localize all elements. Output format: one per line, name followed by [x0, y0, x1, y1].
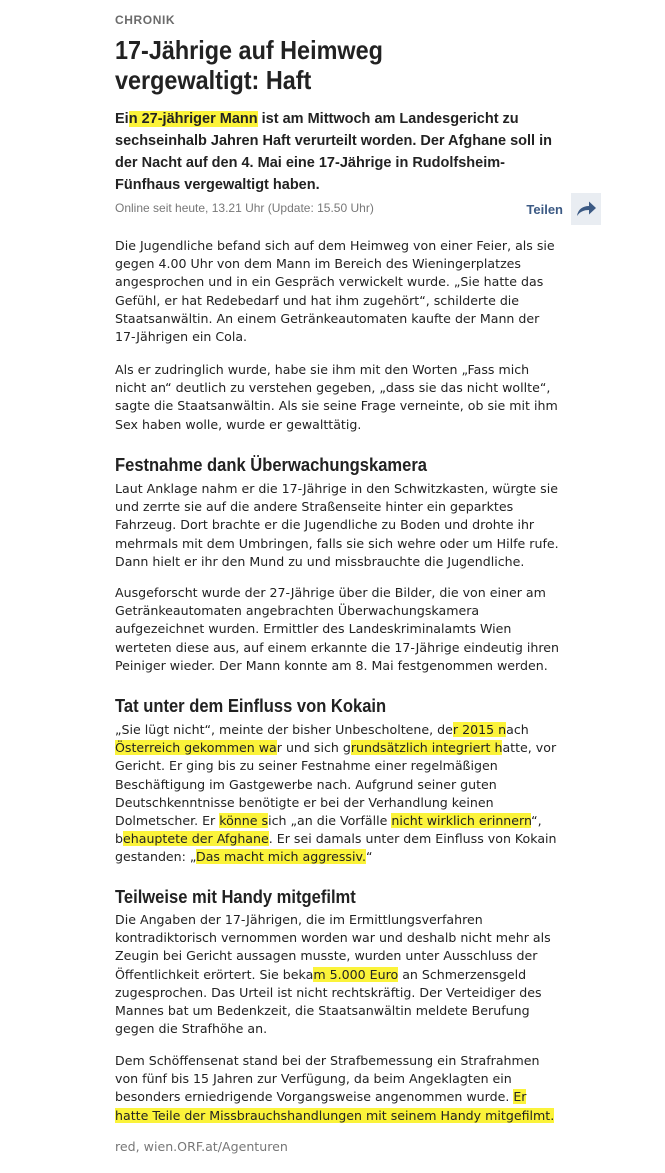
highlight-mark: r 2015 n [452, 722, 507, 737]
paragraph-2: Als er zudringlich wurde, habe sie ihm mit den Worten „Fass mich nicht an“ deutlich zu verstehen gegeben, „dass sie das nicht wollte“, sagte die Staatsanwältin. Als sie seine Frage verneinte, ob sie mit ihm Sex haben wolle, wurde er gewalttätig. [115, 362, 558, 432]
category-label[interactable]: CHRONIK [115, 13, 176, 27]
highlight-mark: n 27-jähriger Mann [128, 111, 258, 127]
paragraph-1: Die Jugendliche befand sich auf dem Heimweg von einer Feier, als sie gegen 4.00 Uhr von dem Mann im Bereich des Wieningerplatzes angesprochen und in ein Gespräch verwickelt wurde. „Sie hatte das Gefühl, er hat Redebedarf und hat ihm zugehört“, schilderte die Staatsanwältin. An einem Getränkeautomaten kaufte der Mann der 17-Jährigen ein Cola. [115, 238, 555, 345]
headline: 17-Jährige auf Heimweg vergewaltigt: Haft [115, 35, 383, 95]
share-arrow-icon[interactable] [571, 193, 601, 225]
subheading-handy: Teilweise mit Handy mitgefilmt [115, 887, 356, 907]
paragraph-5 [115, 721, 560, 867]
subheading-kokain: Tat unter dem Einfluss von Kokain [115, 696, 387, 716]
text-run: r und sich g [276, 740, 351, 756]
lead-text-a: Ei [115, 111, 129, 127]
paragraph-6 [115, 911, 560, 1038]
highlight-mark: rundsätzlich integriert h [350, 740, 503, 756]
text-run: . Er sei damals unter dem Einfluss von Kokain gestanden: „ [115, 831, 557, 865]
paragraph-3: Laut Anklage nahm er die 17-Jährige in den Schwitzkasten, würgte sie und zerrte sie auf die andere Straßenseite hinter ein geparktes Fahrzeug. Dort brachte er die Jugendliche zu Boden und drohte ihr mehrmals mit dem Umbringen, falls sie sich wehre oder um Hilfe rufe. Dann hielt er ihr den Mund zu und missbrauchte die Jugendliche. [115, 481, 559, 569]
text-run: “ [365, 849, 373, 865]
text-run: “, b [115, 813, 542, 847]
share-button[interactable] [526, 193, 601, 225]
highlight-mark: könne s [219, 813, 269, 829]
text-run: ach [506, 722, 529, 737]
share-label[interactable]: Teilen [526, 201, 563, 217]
highlight-mark: Österreich gekommen wa [115, 740, 277, 756]
highlight-mark: Er hatte Teile der Missbrauchshandlungen mit seinem Handy mitgefilmt. [115, 1089, 555, 1123]
paragraph-4: Ausgeforscht wurde der 27-Jährige über die Bilder, die von einer am Getränkeautomaten angebrachten Überwachungskamera aufgezeichnet wurden. Ermittler des Landeskriminalamts Wien werteten diese aus, auf einem erkannte die 17-Jährige eindeutig ihren Peiniger wieder. Der Mann konnte am 8. Mai festgenommen werden. [115, 585, 560, 673]
text-run: an Schmerzensgeld zugesprochen. Das Urteil ist nicht rechtskräftig. Der Verteidiger des Mannes bat um Bedenkzeit, die Staatsanwältin meldete Berufung gegen die Strafhöhe an. [115, 966, 542, 1037]
source-line: red, wien.ORF.at/Agenturen [115, 1139, 288, 1154]
highlight-mark: m 5.000 Euro [313, 966, 399, 982]
meta-row [115, 193, 601, 225]
highlight-mark: ehauptete der Afghane [123, 831, 269, 847]
text-run: Die Angaben der 17-Jährigen, die im Ermittlungsverfahren kontradiktorisch vernommen worden war und deshalb nicht mehr als Zeugin bei Gericht aussagen musste, wurden unter Ausschluss der Öffentlichkeit erörtert. Sie beka [115, 912, 551, 982]
online-since: Online seit heute, 13.21 Uhr (Update: 15.50 Uhr) [115, 201, 374, 215]
highlight-mark: nicht wirklich erinnern [391, 813, 532, 829]
text-run: Dem Schöffensenat stand bei der Strafbemessung ein Strafrahmen von fünf bis 15 Jahren zur Verfügung, da beim Angeklagten ein besonders erniedrigende Vorgangsweise angenommen wurde. [115, 1053, 540, 1105]
subheading-festnahme: Festnahme dank Überwachungskamera [115, 455, 427, 475]
text-run: „Sie lügt nicht“, meinte der bisher Unbescholtene, de [115, 722, 453, 737]
text-run: ich „an die Vorfälle [268, 813, 392, 829]
paragraph-7 [115, 1052, 560, 1125]
text-run: atte, vor Gericht. Er ging bis zu seiner Festnahme einer regelmäßigen Beschäftigung im Gastgewerbe nach. Aufgrund seiner guten Deutschkenntnisse benötigte er bei der Verhandlung keinen Dolmetscher. Er [115, 740, 557, 829]
lead-text-c: ist am Mittwoch am Landesgericht zu sechseinhalb Jahren Haft verurteilt worden. Der Afghane soll in der Nacht auf den 4. Mai eine 17-Jährige in Rudolfsheim-Fünfhaus vergewaltigt haben. [115, 111, 552, 193]
highlight-mark: Das macht mich aggressiv. [196, 849, 366, 865]
lead-paragraph [115, 108, 555, 196]
